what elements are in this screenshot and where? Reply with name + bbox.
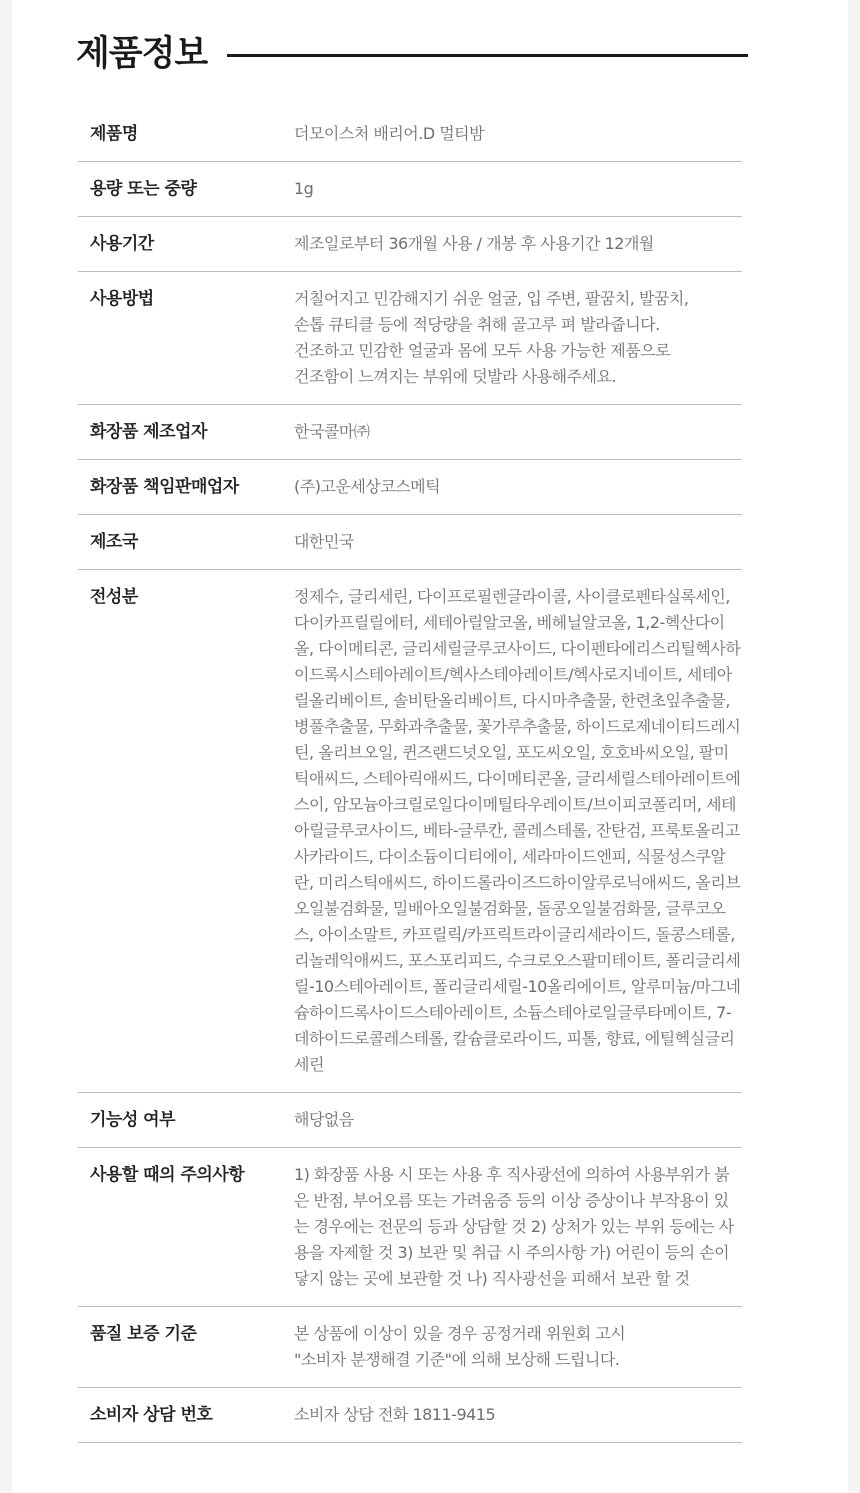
row-label: 화장품 제조업자	[90, 422, 207, 442]
row-capacity	[78, 162, 742, 217]
row-functional	[78, 1093, 742, 1148]
row-quality-assurance	[78, 1307, 742, 1388]
page-edge-left	[0, 0, 12, 1493]
row-label: 용량 또는 중량	[90, 179, 197, 199]
row-distributor	[78, 460, 742, 515]
product-info-table	[78, 107, 742, 1443]
row-product-name	[78, 107, 742, 162]
row-country	[78, 515, 742, 570]
row-value: 한국콜마㈜	[294, 422, 370, 441]
row-value: 1g	[294, 179, 314, 198]
row-label: 소비자 상담 번호	[90, 1405, 213, 1425]
page-edge-right	[848, 0, 860, 1493]
row-value: 더모이스처 배리어.D 멀티밤	[294, 124, 485, 143]
row-consumer-contact	[78, 1388, 742, 1443]
row-label: 사용방법	[90, 289, 154, 309]
row-manufacturer	[78, 405, 742, 460]
row-label: 품질 보증 기준	[90, 1324, 197, 1344]
row-value: 제조일로부터 36개월 사용 / 개봉 후 사용기간 12개월	[294, 234, 654, 253]
row-ingredients	[78, 570, 742, 1093]
title-divider	[227, 54, 748, 57]
row-value: 거칠어지고 민감해지기 쉬운 얼굴, 입 주변, 팔꿈치, 발꿈치, 손톱 큐티클 등에 적당량을 취해 골고루 펴 발라줍니다. 건조하고 민감한 얼굴과 몸에 모두 사용 가능한 제품으로 건조함이 느껴지는 부위에 덧발라 사용해주세요.	[294, 289, 689, 386]
row-label: 사용할 때의 주의사항	[90, 1165, 245, 1185]
row-value: 소비자 상담 전화 1811-9415	[294, 1405, 496, 1424]
row-label: 전성분	[90, 587, 138, 607]
row-value: 1) 화장품 사용 시 또는 사용 후 직사광선에 의하여 사용부위가 붉은 반점, 부어오름 또는 가려움증 등의 이상 증상이나 부작용이 있는 경우에는 전문의 등과 상담할 것 2) 상처가 있는 부위 등에는 사용을 자제할 것 3) 보관 및 취급 시 주의사항 가) 어린이 등의 손이 닿지 않는 곳에 보관할 것 나) 직사광선을 피해서 보관 할 것	[294, 1165, 734, 1288]
row-label: 기능성 여부	[90, 1110, 176, 1130]
row-label: 제조국	[90, 532, 138, 552]
row-value: 대한민국	[294, 532, 354, 551]
row-usage-method	[78, 272, 742, 405]
row-value: 정제수, 글리세린, 다이프로필렌글라이콜, 사이클로펜타실록세인, 다이카프릴릴에터, 세테아릴알코올, 베헤닐알코올, 1,2-헥산다이올, 다이메티콘, 글리세릴글루코사이드, 다이펜타에리스리틸헥사하이드록시스테아레이트/헥사스테아레이트/헥사로지네이트, 세테아릴올리베이트, 솔비탄올리베이트, 다시마추출물, 한련초잎추출물, 병풀추출물, 무화과추출물, 꽃가루추출물, 하이드로제네이티드레시틴, 올리브오일, 퀸즈랜드넛오일, 포도씨오일, 호호바씨오일, 팔미틱애씨드, 스테아릭애씨드, 다이메티콘올, 글리세릴스테아레이트에스이, 암모늄아크릴로일다이메틸타우레이트/브이피코폴리머, 세테아릴글루코사이드, 베타-글루칸, 콜레스테롤, 잔탄검, 프룩토올리고사카라이드, 다이소듐이디티에이, 세라마이드엔피, 식물성스쿠알란, 미리스틱애씨드, 하이드롤라이즈드하이알루로닉애씨드, 올리브오일불검화물, 밀배아오일불검화물, 돌콩오일불검화물, 글루코오스, 아이소말트, 카프릴릭/카프릭트라이글리세라이드, 돌콩스테롤, 리놀레익애씨드, 포스포리피드, 수크로오스팔미테이트, 폴리글리세릴-10스테아레이트, 폴리글리세릴-10올리에이트, 알루미늄/마그네슘하이드록사이드스테아레이트, 소듐스테아로일글루타메이트, 7-데하이드로콜레스테롤, 칼슘클로라이드, 피톨, 향료, 에틸헥실글리세린	[294, 587, 741, 1074]
row-value: 해당없음	[294, 1110, 354, 1129]
row-value: (주)고운세상코스메틱	[294, 477, 441, 496]
row-label: 사용기간	[90, 234, 154, 254]
row-usage-period	[78, 217, 742, 272]
section-header	[76, 30, 748, 78]
row-label: 화장품 책임판매업자	[90, 477, 239, 497]
row-label: 제품명	[90, 124, 138, 144]
section-title: 제품정보	[76, 34, 208, 74]
row-precautions	[78, 1148, 742, 1307]
row-value: 본 상품에 이상이 있을 경우 공정거래 위원회 고시 "소비자 분쟁해결 기준"에 의해 보상해 드립니다.	[294, 1324, 626, 1369]
